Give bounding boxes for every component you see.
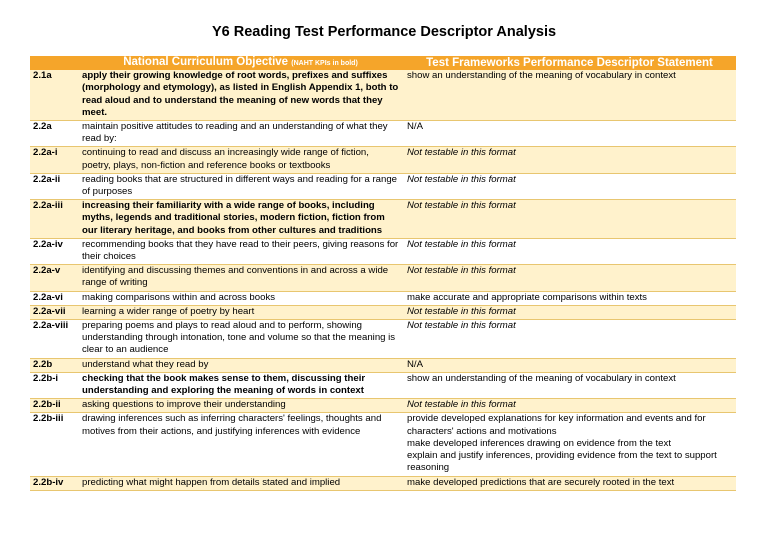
row-code: 2.2b-iii	[30, 413, 78, 476]
table-row	[30, 173, 736, 199]
row-code: 2.2b-i	[30, 372, 78, 398]
row-descriptor: Not testable in this format	[403, 200, 736, 239]
row-descriptor: Not testable in this format	[403, 399, 736, 413]
row-objective: continuing to read and discuss an increasingly wide range of fiction, poetry, plays, non-fiction and reference books or textbooks	[78, 147, 403, 173]
table-row	[30, 358, 736, 372]
row-objective: checking that the book makes sense to them, discussing their understanding and exploring the meaning of words in context	[78, 372, 403, 398]
table-row	[30, 372, 736, 398]
row-code: 2.2a-vii	[30, 305, 78, 319]
row-descriptor: show an understanding of the meaning of vocabulary in context	[403, 372, 736, 398]
row-objective: asking questions to improve their understanding	[78, 399, 403, 413]
row-code: 2.2a-viii	[30, 320, 78, 359]
row-descriptor: Not testable in this format	[403, 320, 736, 359]
descriptor-line: make developed inferences drawing on evidence from the text	[407, 437, 671, 449]
row-objective: reading books that are structured in different ways and reading for a range of purposes	[78, 173, 403, 199]
row-objective: preparing poems and plays to read aloud and to perform, showing understanding through intonation, tone and volume so that the meaning is clear to an audience	[78, 320, 403, 359]
row-code: 2.2a-v	[30, 265, 78, 291]
row-descriptor: show an understanding of the meaning of vocabulary in context	[403, 70, 736, 120]
header-descriptor: Test Frameworks Performance Descriptor Statement	[403, 56, 736, 70]
table-row	[30, 238, 736, 264]
row-descriptor: Not testable in this format	[403, 305, 736, 319]
header-objective-note: (NAHT KPIs in bold)	[291, 60, 358, 67]
table-row	[30, 121, 736, 147]
row-code: 2.2a-iii	[30, 200, 78, 239]
row-descriptor: make accurate and appropriate comparisons within texts	[403, 291, 736, 305]
table-row	[30, 320, 736, 359]
row-objective: learning a wider range of poetry by heart	[78, 305, 403, 319]
row-code: 2.2a-i	[30, 147, 78, 173]
row-code: 2.2a-ii	[30, 173, 78, 199]
row-objective: recommending books that they have read to their peers, giving reasons for their choices	[78, 238, 403, 264]
header-code	[30, 56, 78, 70]
header-objective	[78, 56, 403, 70]
table-row	[30, 200, 736, 239]
table-row	[30, 291, 736, 305]
table-row	[30, 399, 736, 413]
table-row	[30, 147, 736, 173]
row-code: 2.2b-ii	[30, 399, 78, 413]
descriptor-line: explain and justify inferences, providing evidence from the text to support reasoning	[407, 450, 717, 474]
row-descriptor: N/A	[403, 358, 736, 372]
table-row	[30, 70, 736, 120]
row-descriptor	[403, 413, 736, 476]
row-descriptor: Not testable in this format	[403, 173, 736, 199]
row-objective: making comparisons within and across books	[78, 291, 403, 305]
row-objective: drawing inferences such as inferring characters' feelings, thoughts and motives from their actions, and justifying inferences with evidence	[78, 413, 403, 476]
row-objective: increasing their familiarity with a wide range of books, including myths, legends and traditional stories, modern fiction, fiction from our literary heritage, and books from other cultures and traditions	[78, 200, 403, 239]
row-code: 2.1a	[30, 70, 78, 120]
row-objective: identifying and discussing themes and conventions in and across a wide range of writing	[78, 265, 403, 291]
row-descriptor: Not testable in this format	[403, 265, 736, 291]
row-objective: understand what they read by	[78, 358, 403, 372]
row-objective: predicting what might happen from details stated and implied	[78, 476, 403, 490]
descriptor-table	[30, 56, 736, 491]
descriptor-line: provide developed explanations for key information and events and for characters' actions and motivations	[407, 413, 706, 437]
table-row	[30, 476, 736, 490]
table-row	[30, 305, 736, 319]
row-descriptor: make developed predictions that are securely rooted in the text	[403, 476, 736, 490]
table-header-row	[30, 56, 736, 70]
row-code: 2.2a-iv	[30, 238, 78, 264]
row-code: 2.2a	[30, 121, 78, 147]
row-code: 2.2b-iv	[30, 476, 78, 490]
row-descriptor: Not testable in this format	[403, 238, 736, 264]
page-title: Y6 Reading Test Performance Descriptor Analysis	[211, 24, 557, 40]
row-objective: maintain positive attitudes to reading and an understanding of what they read by:	[78, 121, 403, 147]
table-row	[30, 413, 736, 476]
row-code: 2.2a-vi	[30, 291, 78, 305]
header-objective-label: National Curriculum Objective	[123, 56, 289, 68]
row-descriptor: Not testable in this format	[403, 147, 736, 173]
row-objective: apply their growing knowledge of root words, prefixes and suffixes (morphology and etymology), as listed in English Appendix 1, both to read aloud and to understand the meaning of new words that they meet.	[78, 70, 403, 120]
row-descriptor: N/A	[403, 121, 736, 147]
row-code: 2.2b	[30, 358, 78, 372]
table-row	[30, 265, 736, 291]
